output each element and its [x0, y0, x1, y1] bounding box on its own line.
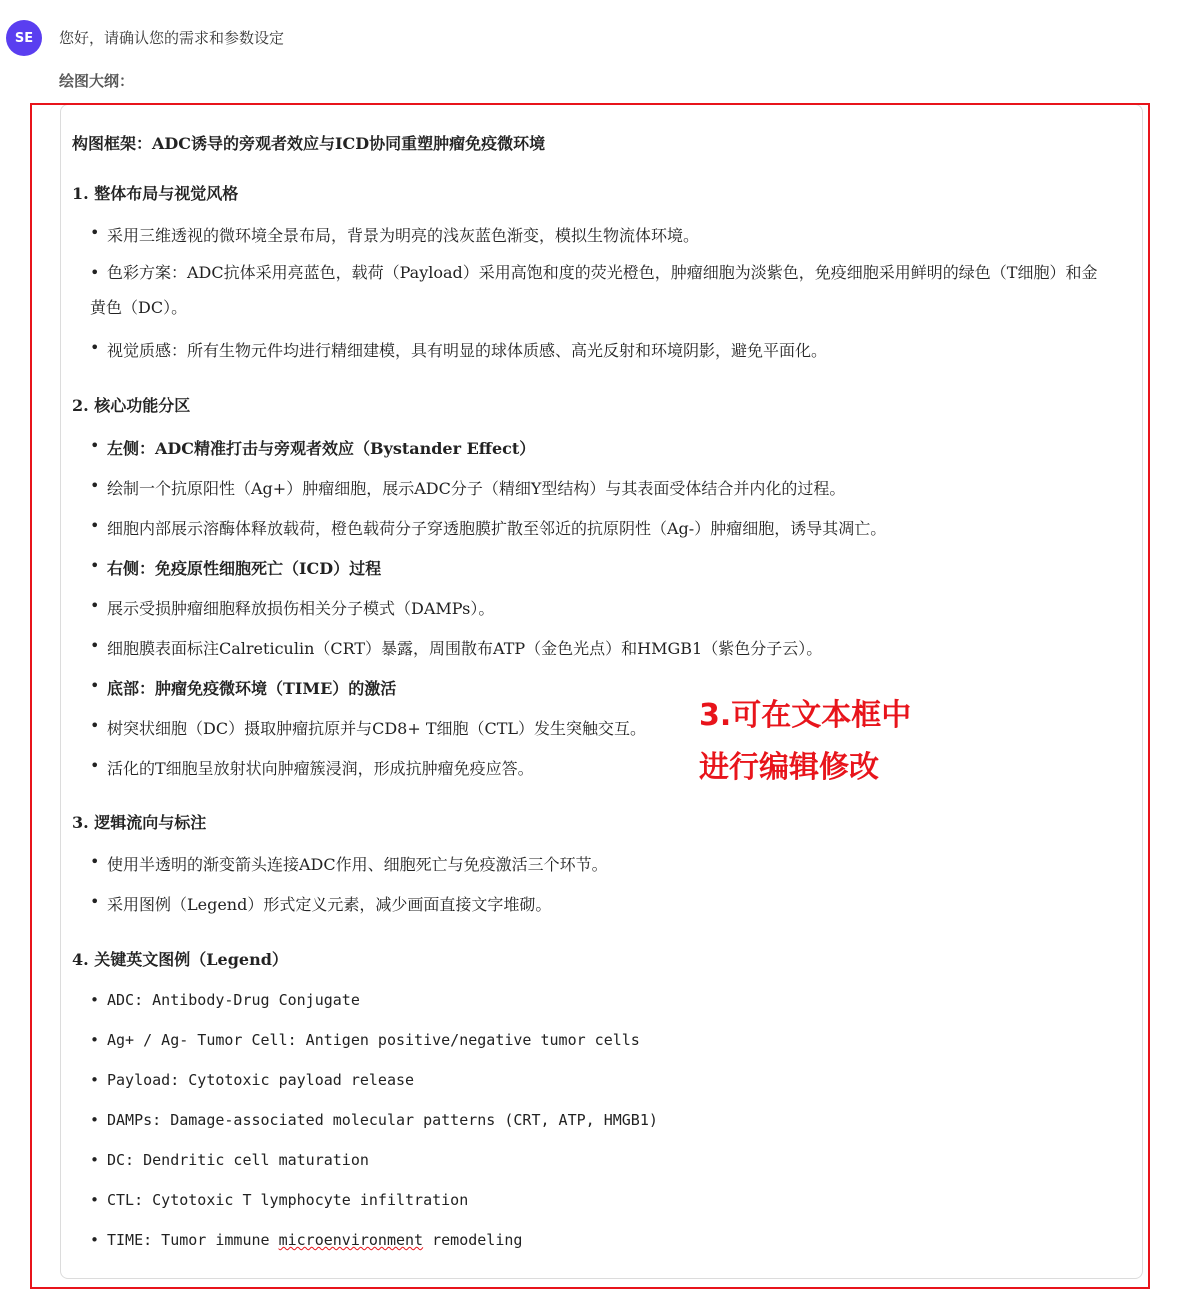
legend-item: • Ag+ / Ag- Tumor Cell: Antigen positive/negative tumor cells	[90, 1031, 640, 1049]
list-item: • 绘制一个抗原阳性（Ag+）肿瘤细胞，展示ADC分子（精细Y型结构）与其表面受体结合并内化的过程。	[90, 476, 845, 499]
section-heading-4: 4. 关键英文图例（Legend）	[72, 950, 288, 969]
list-item: • 色彩方案：ADC抗体采用亮蓝色，载荷（Payload）采用高饱和度的荧光橙色，肿瘤细胞为淡紫色，免疫细胞采用鲜明的绿色（T细胞）和金黄色（DC）。	[90, 255, 1105, 325]
subsection-right: • 右侧：免疫原性细胞死亡（ICD）过程	[90, 556, 381, 579]
legend-item: • ADC: Antibody-Drug Conjugate	[90, 991, 360, 1009]
list-item: • 视觉质感：所有生物元件均进行精细建模，具有明显的球体质感、高光反射和环境阴影，避免平面化。	[90, 338, 827, 361]
list-item: • 活化的T细胞呈放射状向肿瘤簇浸润，形成抗肿瘤免疫应答。	[90, 756, 534, 779]
legend-item: • CTL: Cytotoxic T lymphocyte infiltration	[90, 1191, 468, 1209]
list-item: • 细胞内部展示溶酶体释放载荷，橙色载荷分子穿透胞膜扩散至邻近的抗原阴性（Ag-）肿瘤细胞，诱导其凋亡。	[90, 516, 886, 539]
edit-hint-line-2: 进行编辑修改	[699, 750, 879, 785]
edit-hint-annotation	[699, 690, 911, 794]
list-item: • 展示受损肿瘤细胞释放损伤相关分子模式（DAMPs）。	[90, 596, 494, 619]
legend-prefix: TIME: Tumor immune	[107, 1231, 279, 1249]
legend-suffix: remodeling	[423, 1231, 523, 1249]
outline-label: 绘图大纲：	[59, 72, 135, 90]
section-heading-1: 1. 整体布局与视觉风格	[72, 184, 239, 203]
spellcheck-word[interactable]: microenvironment	[278, 1231, 424, 1249]
subsection-bottom: • 底部：肿瘤免疫微环境（TIME）的激活	[90, 676, 396, 699]
greeting-message: 您好，请确认您的需求和参数设定	[59, 29, 285, 47]
legend-item	[90, 1231, 522, 1249]
list-item: • 树突状细胞（DC）摄取肿瘤抗原并与CD8+ T细胞（CTL）发生突触交互。	[90, 716, 646, 739]
subsection-left: • 左侧：ADC精准打击与旁观者效应（Bystander Effect）	[90, 436, 535, 459]
user-avatar: SE	[6, 20, 42, 56]
legend-item: • Payload: Cytotoxic payload release	[90, 1071, 414, 1089]
list-item: • 采用图例（Legend）形式定义元素，减少画面直接文字堆砌。	[90, 892, 551, 915]
list-item: • 使用半透明的渐变箭头连接ADC作用、细胞死亡与免疫激活三个环节。	[90, 852, 608, 875]
edit-hint-line-1: 3.可在文本框中	[699, 698, 912, 733]
section-heading-3: 3. 逻辑流向与标注	[72, 813, 207, 832]
outline-title: 构图框架：ADC诱导的旁观者效应与ICD协同重塑肿瘤免疫微环境	[72, 134, 546, 153]
legend-item: • DAMPs: Damage-associated molecular patterns (CRT, ATP, HMGB1)	[90, 1111, 658, 1129]
list-item: • 细胞膜表面标注Calreticulin（CRT）暴露，周围散布ATP（金色光点）和HMGB1（紫色分子云）。	[90, 636, 822, 659]
section-heading-2: 2. 核心功能分区	[72, 396, 191, 415]
list-item: • 采用三维透视的微环境全景布局，背景为明亮的浅灰蓝色渐变，模拟生物流体环境。	[90, 223, 699, 246]
legend-item: • DC: Dendritic cell maturation	[90, 1151, 369, 1169]
